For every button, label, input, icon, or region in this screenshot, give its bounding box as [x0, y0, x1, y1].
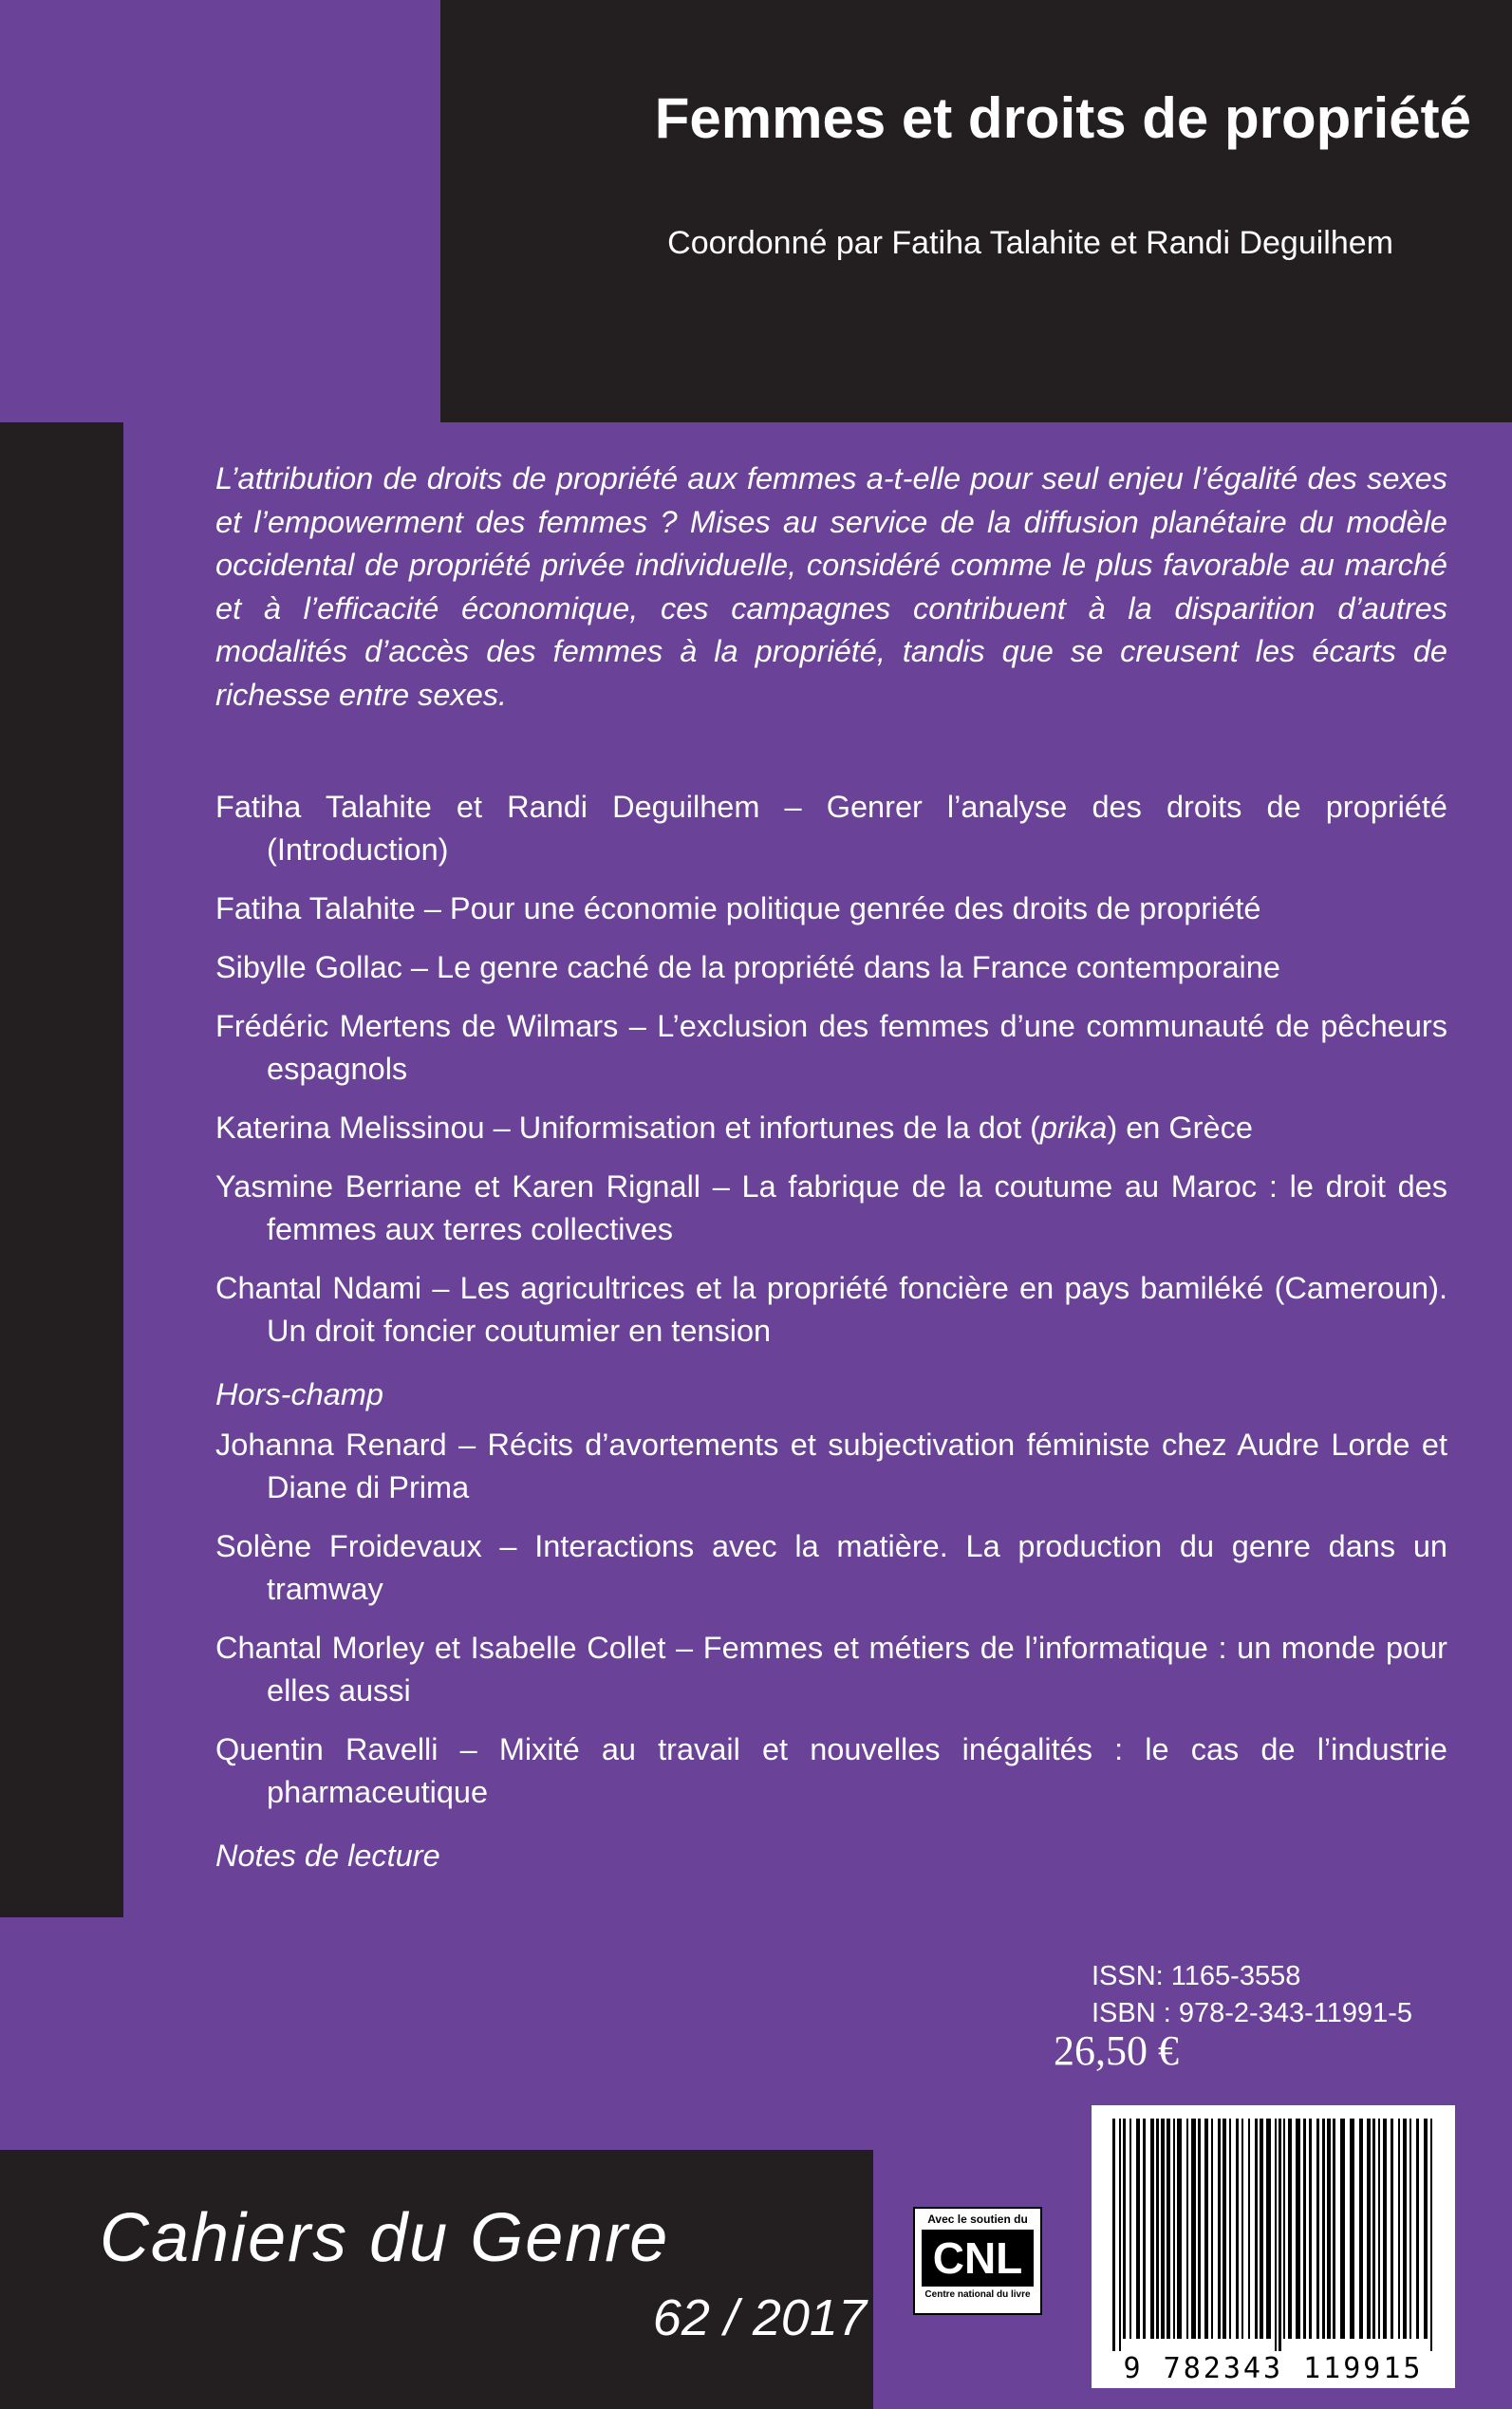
barcode-bar [1186, 2119, 1188, 2339]
barcode-bar [1136, 2119, 1140, 2339]
barcode-bar [1161, 2119, 1165, 2339]
barcode-bar [1327, 2119, 1331, 2339]
book-title: Femmes et droits de propriété [654, 86, 1471, 150]
identifiers [1092, 1958, 1412, 2032]
toc-entry-part: ) en Grèce [1107, 1111, 1253, 1145]
barcode-bar [1424, 2119, 1428, 2339]
barcode-bar [1378, 2119, 1380, 2339]
barcode-bar [1112, 2119, 1115, 2351]
cnl-caption: Centre national du livre [924, 2289, 1031, 2300]
left-decorative-bar [0, 422, 123, 1917]
barcode-bar [1430, 2119, 1432, 2351]
toc-entry: Chantal Ndami – Les agricultrices et la propriété foncière en pays bamiléké (Cameroun). Un droit foncier coutumier en tension [215, 1271, 1447, 1348]
barcode-bar [1229, 2119, 1231, 2339]
barcode-bar [1350, 2119, 1354, 2339]
barcode-bar [1211, 2119, 1213, 2339]
toc-entry: Chantal Morley et Isabelle Collet – Femmes et métiers de l’informatique : un monde pour elles aussi [215, 1631, 1447, 1708]
barcode-bar [1167, 2119, 1170, 2339]
toc-entry: Yasmine Berriane et Karen Rignall – La fabrique de la coutume au Maroc : le droit des femmes aux terres collectives [215, 1169, 1447, 1246]
barcode-bar [1177, 2119, 1182, 2339]
barcode-bars-icon [1109, 2119, 1438, 2351]
barcode-bar [1340, 2119, 1345, 2339]
cnl-support-text: Avec le soutien du [927, 2213, 1028, 2226]
barcode-bar [1248, 2119, 1250, 2339]
table-of-contents [215, 786, 1447, 1885]
barcode-bar [1316, 2119, 1319, 2339]
barcode-bar [1260, 2119, 1263, 2339]
barcode-bar [1283, 2119, 1285, 2339]
toc-entry: Johanna Renard – Récits d’avortements et subjectivation féministe chez Audre Lorde et Diane di Prima [215, 1428, 1447, 1504]
barcode-bar [1409, 2119, 1411, 2339]
issn-number: ISSN: 1165-3558 [1092, 1961, 1301, 1991]
barcode-bar [1309, 2119, 1312, 2339]
barcode-bar [1173, 2119, 1175, 2339]
barcode-bar [1333, 2119, 1335, 2339]
barcode-bar [1143, 2119, 1146, 2339]
barcode-bar [1123, 2119, 1126, 2339]
barcode-bar [1288, 2119, 1292, 2339]
toc-entry-italic: prika [1039, 1111, 1108, 1145]
price: 26,50 € [1054, 2027, 1179, 2074]
barcode-bar [1296, 2119, 1300, 2339]
barcode-bar [1150, 2119, 1154, 2339]
cnl-mark: CNL [922, 2230, 1034, 2287]
barcode-bar [1372, 2119, 1375, 2339]
barcode-bar [1156, 2119, 1159, 2339]
barcode-bar [1303, 2119, 1306, 2339]
barcode-bar [1204, 2119, 1208, 2339]
barcode-bar [1367, 2119, 1371, 2339]
barcode-bar [1266, 2119, 1271, 2339]
toc-entry-melissinou [215, 1107, 1447, 1149]
toc-entry: Frédéric Mertens de Wilmars – L’exclusion des femmes d’une communauté de pêcheurs espagnols [215, 1009, 1447, 1086]
coordinator-line: Coordonné par Fatiha Talahite et Randi Deguilhem [667, 225, 1393, 261]
barcode-bar [1403, 2119, 1407, 2339]
header-block [440, 0, 1512, 422]
isbn-number: ISBN : 978-2-343-11991-5 [1092, 1998, 1413, 2028]
journal-block [0, 2150, 873, 2409]
barcode-bar [1279, 2119, 1281, 2351]
issue-number: 62 / 2017 [652, 2289, 867, 2346]
barcode-bar [1191, 2119, 1196, 2339]
barcode-bar [1223, 2119, 1226, 2339]
journal-name: Cahiers du Genre [100, 2200, 670, 2276]
barcode-bar [1129, 2119, 1131, 2339]
barcode-bar [1218, 2119, 1221, 2339]
toc-entry: Solène Froidevaux – Interactions avec la matière. La production du genre dans un tramway [215, 1529, 1447, 1606]
barcode-bar [1119, 2119, 1121, 2351]
barcode-bar [1416, 2119, 1419, 2339]
barcode-bar [1383, 2119, 1387, 2339]
section-label-hors-champ: Hors-champ [215, 1377, 383, 1411]
abstract-text: L’attribution de droits de propriété aux femmes a-t-elle pour seul enjeu l’égalité des sexes et l’empowerment des femmes ? Mises au service de la diffusion planétaire du modèle occidental de propriété privée individuelle, considéré comme le plus favorable au marché et à l’efficacité économique, ces campagnes contribuent à la disparition d’autres modalités d’accès des femmes à la propriété, tandis que se creusent les écarts de richesse entre sexes. [215, 461, 1447, 712]
barcode-bar [1241, 2119, 1243, 2339]
barcode-bar [1198, 2119, 1201, 2339]
barcode-bar [1255, 2119, 1258, 2339]
toc-entry: Quentin Ravelli – Mixité au travail et nouvelles inégalités : le cas de l’industrie pharmaceutique [215, 1732, 1447, 1809]
barcode-bar [1322, 2119, 1325, 2339]
barcode-bar [1275, 2119, 1277, 2351]
barcode [1092, 2105, 1455, 2388]
cnl-logo [913, 2207, 1042, 2315]
toc-entry: Fatiha Talahite et Randi Deguilhem – Genrer l’analyse des droits de propriété (Introduction) [215, 790, 1447, 867]
barcode-bar [1359, 2119, 1363, 2339]
section-label-notes: Notes de lecture [215, 1839, 440, 1873]
barcode-digits: 9 782343 119915 [1123, 2352, 1424, 2385]
barcode-bar [1398, 2119, 1400, 2339]
toc-entry: Fatiha Talahite – Pour une économie politique genrée des droits de propriété [215, 891, 1261, 925]
barcode-bar [1236, 2119, 1239, 2339]
toc-entry-part: Katerina Melissinou – Uniformisation et infortunes de la dot ( [215, 1111, 1040, 1145]
toc-entry: Sibylle Gollac – Le genre caché de la propriété dans la France contemporaine [215, 950, 1280, 984]
barcode-bar [1391, 2119, 1393, 2339]
